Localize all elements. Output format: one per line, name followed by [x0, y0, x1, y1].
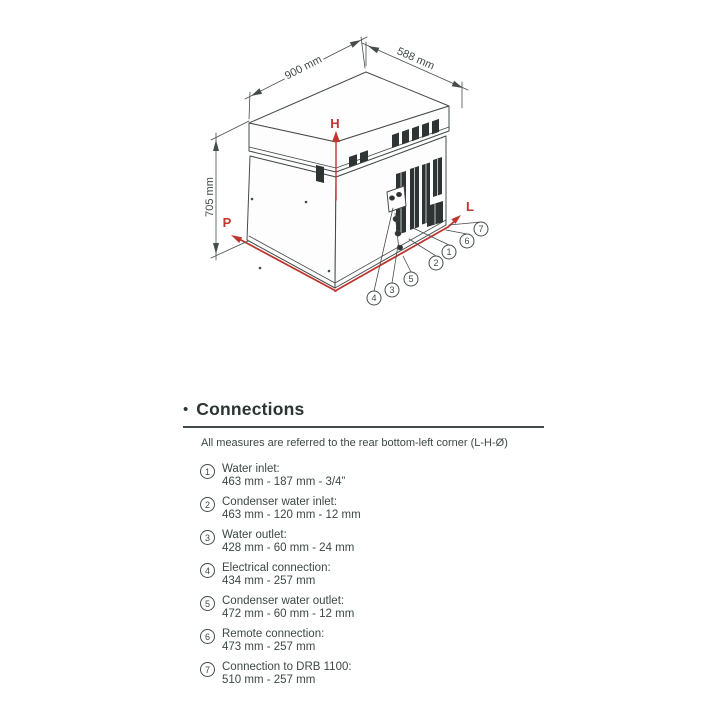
axis-p-label: P — [222, 215, 232, 230]
list-item — [200, 595, 544, 621]
dim-705-arrowhead — [213, 243, 219, 254]
item-value: 463 mm - 120 mm - 12 mm — [222, 509, 361, 521]
fitting — [396, 192, 401, 197]
connections-note: All measures are referred to the rear bottom-left corner (L-H-Ø) — [201, 437, 508, 449]
item-value: 463 mm - 187 mm - 3/4” — [222, 476, 346, 488]
axis-p-arrowhead — [231, 235, 242, 243]
fitting — [393, 216, 399, 221]
dim-705-arrowhead — [213, 140, 219, 151]
callout-number-6: 6 — [464, 236, 470, 246]
callout-number-1: 1 — [446, 247, 452, 257]
item-label: Condenser water inlet: — [222, 496, 338, 508]
dim-900-arrowhead — [350, 40, 361, 48]
connections-header — [183, 399, 544, 428]
dim-705-extension — [211, 121, 249, 140]
screw-dot — [305, 201, 308, 204]
vent-slot — [402, 129, 409, 145]
connections-list — [200, 463, 544, 687]
bullet-icon: • — [183, 401, 189, 418]
item-value: 510 mm - 257 mm — [222, 674, 316, 686]
callout-number-7: 7 — [478, 224, 484, 234]
callout-number-4: 4 — [371, 293, 377, 303]
dim-588-label: 588 mm — [394, 45, 437, 73]
list-item — [200, 562, 544, 588]
callout-number-2: 2 — [433, 258, 439, 268]
vent-slot — [432, 119, 439, 134]
dim-705-label: 705 mm — [204, 177, 216, 217]
screw-dot — [328, 270, 331, 273]
item-value: 472 mm - 60 mm - 12 mm — [222, 608, 355, 620]
item-number-badge: 2 — [200, 497, 215, 512]
dim-900-arrowhead — [251, 88, 262, 96]
vent-slot — [422, 122, 429, 138]
item-number-badge: 3 — [200, 530, 215, 545]
item-label: Water outlet: — [222, 529, 287, 541]
list-item — [200, 529, 544, 555]
dim-900-extension — [361, 37, 365, 68]
dim-588-arrowhead — [368, 46, 379, 53]
axis-h-label: H — [330, 116, 340, 131]
item-label: Water inlet: — [222, 463, 280, 475]
fitting — [395, 231, 401, 236]
fitting — [389, 196, 394, 201]
dim-900-extension — [249, 92, 250, 119]
screw-dot — [259, 267, 262, 270]
vent-slot — [392, 133, 399, 149]
dim-588-arrowhead — [452, 81, 463, 88]
list-item — [200, 628, 544, 654]
item-label: Electrical connection: — [222, 562, 331, 574]
callout-number-3: 3 — [389, 285, 395, 295]
connections-section — [183, 399, 544, 694]
item-number-badge: 7 — [200, 662, 215, 677]
item-number-badge: 1 — [200, 464, 215, 479]
axis-l-label: L — [466, 199, 474, 214]
callout-number-5: 5 — [408, 274, 414, 284]
item-label: Remote connection: — [222, 628, 325, 640]
item-value: 473 mm - 257 mm — [222, 641, 316, 653]
side-vent — [316, 165, 324, 183]
item-number-badge: 5 — [200, 596, 215, 611]
list-item — [200, 496, 544, 522]
dim-900-label: 900 mm — [283, 53, 324, 83]
screw-dot — [251, 198, 254, 201]
callout-leader-5 — [403, 256, 411, 272]
item-number-badge: 4 — [200, 563, 215, 578]
list-item — [200, 463, 544, 489]
item-value: 428 mm - 60 mm - 24 mm — [222, 542, 355, 554]
item-label: Connection to DRB 1100: — [222, 661, 352, 673]
vent-slot — [412, 126, 419, 142]
connections-title: Connections — [196, 399, 305, 419]
item-number-badge: 6 — [200, 629, 215, 644]
list-item — [200, 661, 544, 687]
item-value: 434 mm - 257 mm — [222, 575, 316, 587]
callout-leader-6 — [446, 230, 467, 234]
item-label: Condenser water outlet: — [222, 595, 345, 607]
